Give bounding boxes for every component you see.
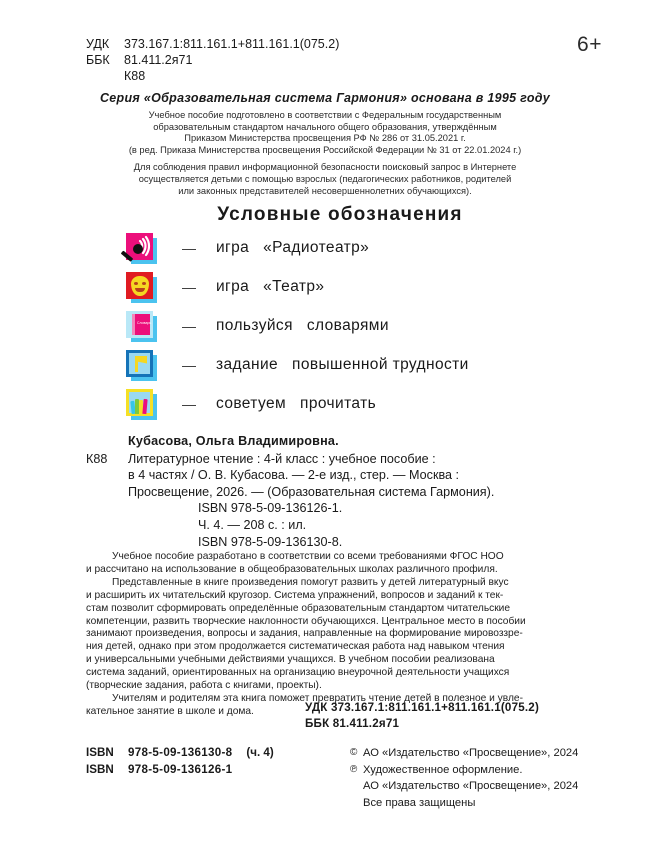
annotation-line: и рассчитано на использование в общеобразовательных школах различного профиля. <box>86 563 498 575</box>
standards-notice <box>0 110 650 197</box>
author-sign-top: К88 <box>124 69 146 83</box>
classification-codes <box>86 36 339 84</box>
biblio-line-3: Просвещение, 2026. — (Образовательная система Гармония). <box>128 484 495 499</box>
annotation-line: и универсальными учебными действиями учащихся. В учебном пособии реализована <box>86 654 495 666</box>
radio-theatre-icon <box>126 233 182 263</box>
isbn-whole-value: 978-5-09-136126-1 <box>128 762 233 776</box>
annotation-line: ния детей, однако при этом продолжается систематическая работа над навыком чтения <box>86 641 505 653</box>
theatre-mask-icon <box>126 272 182 302</box>
bbk-repeat: ББК 81.411.2я71 <box>305 717 400 730</box>
annotation-text <box>86 551 576 719</box>
age-rating-marker: 6+ <box>577 33 602 56</box>
isbn-part-suffix: (ч. 4) <box>246 746 274 759</box>
notice-line-4: (в ред. Приказа Министерства просвещения Российской Федерации № 31 от 22.01.2024 г.) <box>128 144 522 155</box>
phonogram-copyright-icon: ℗ <box>350 763 358 775</box>
notice-line-7: или законных представителей несовершеннолетних обучающихся). <box>178 185 472 196</box>
copyright-block <box>350 745 610 811</box>
biblio-main <box>86 451 576 551</box>
annotation-line: Учебное пособие разработано в соответствии со всеми требованиями ФГОС НОО <box>112 551 504 562</box>
isbn-label: ISBN <box>86 762 114 776</box>
legend-label-recommended-reading: советуем прочитать <box>216 394 377 412</box>
legend-title: Условные обозначения <box>217 204 463 225</box>
biblio-body <box>128 451 576 551</box>
notice-line-6: осуществляется детьми с помощью взрослых (педагогических работников, родителей <box>138 173 512 184</box>
legend-dash: — <box>182 395 196 412</box>
annotation-line: (творческие задания, работа с книгами, проекты). <box>86 680 322 692</box>
copyright-row-publisher <box>350 745 610 762</box>
notice-line-5: Для соблюдения правил информационной безопасности поисковый запрос в Интернете <box>133 162 517 173</box>
legend-item-dictionary <box>126 306 469 345</box>
biblio-part-info: Ч. 4. — 208 с. : ил. <box>198 517 307 532</box>
bbk-row <box>86 52 339 68</box>
classification-codes-repeat <box>305 700 539 732</box>
udk-repeat: УДК 373.167.1:811.161.1+811.161.1(075.2) <box>305 701 540 714</box>
udk-label: УДК <box>86 37 110 51</box>
dictionary-book-word: Словарь <box>137 320 152 325</box>
isbn-row-whole <box>86 762 274 779</box>
biblio-isbn-part: ISBN 978-5-09-136130-8. <box>198 534 343 549</box>
legend-dash: — <box>182 278 196 295</box>
annotation-line: система заданий, ориентированных на организацию внеурочной деятельности учащихся <box>86 667 510 679</box>
copyright-icon: © <box>350 747 358 758</box>
isbn-part-value: 978-5-09-136130-8 <box>128 746 233 759</box>
notice-line-3: Приказом Министерства просвещения РФ № 286 от 31.05.2021 г. <box>184 133 466 144</box>
annotation-line: компетенции, развить творческие наклонности обучающихся. Центральное место в пособии <box>86 615 526 627</box>
legend-item-theatre <box>126 267 469 306</box>
copyright-row-rights <box>350 795 610 812</box>
copyright-row-design-publisher <box>350 778 610 795</box>
notice-line-1: Учебное пособие подготовлено в соответствии с Федеральным государственным <box>148 110 502 120</box>
biblio-line-2: в 4 частях / О. В. Кубасова. — 2-е изд., стер. — Москва : <box>128 468 460 483</box>
notice-line-2: образовательным стандартом начального общего образования, утверждённым <box>153 121 497 132</box>
biblio-isbn-whole: ISBN 978-5-09-136126-1. <box>198 501 343 516</box>
copyright-design-publisher: АО «Издательство «Просвещение», 2024 <box>363 780 579 792</box>
legend-label-theatre: игра «Театр» <box>216 277 325 295</box>
annotation-line: Представленные в книге произведения помогут развить у детей литературный вкус <box>112 576 509 588</box>
legend-label-dictionary: пользуйся словарями <box>216 316 389 334</box>
bbk-label: ББК <box>86 53 110 67</box>
copyright-row-design <box>350 762 610 779</box>
books-icon <box>126 389 182 419</box>
copyright-publisher: АО «Издательство «Просвещение», 2024 <box>363 747 579 759</box>
isbn-block <box>86 745 274 778</box>
legend-dash: — <box>182 239 196 256</box>
legend-item-recommended-reading <box>126 384 469 423</box>
copyright-design: Художественное оформление. <box>363 763 523 776</box>
annotation-line: и расширить их читательский кругозор. Система упражнений, вопросов и заданий к тек- <box>86 589 504 601</box>
legend-dash: — <box>182 317 196 334</box>
annotation-line: занимают произведения, вопросы и задания, направленные на формирование мировоззре- <box>86 628 523 640</box>
bibliographic-record <box>86 433 576 550</box>
annotation-line: Учителям и родителям эта книга поможет превратить чтение детей в полезное и увле- <box>112 692 523 704</box>
page-footer <box>0 745 650 815</box>
annotation-line: стам позволит сформировать определённые образовательным стандартом читательские <box>86 602 511 614</box>
legend-item-radio-theatre <box>126 228 469 267</box>
udk-value: 373.167.1:811.161.1+811.161.1(075.2) <box>124 37 340 51</box>
legend-item-advanced-task <box>126 345 469 384</box>
legend-label-advanced-task: задание повышенной трудности <box>216 355 469 373</box>
biblio-line-1: Литературное чтение : 4-й класс : учебное пособие : <box>128 451 436 466</box>
dictionary-icon <box>126 311 182 341</box>
flag-icon <box>126 350 182 380</box>
udk-row <box>86 36 339 52</box>
biblio-author: Кубасова, Ольга Владимировна. <box>128 434 339 448</box>
isbn-label: ISBN <box>86 746 114 759</box>
legend-dash: — <box>182 356 196 373</box>
annotation-line: кательное занятие в школе и дома. <box>86 705 254 717</box>
legend-label-radio-theatre: игра «Радиотеатр» <box>216 238 370 256</box>
legend-list <box>126 228 469 423</box>
copyright-rights-reserved: Все права защищены <box>363 796 476 809</box>
biblio-author-sign: К88 <box>86 451 108 466</box>
bbk-value: 81.411.2я71 <box>124 53 193 67</box>
isbn-row-part <box>86 745 274 762</box>
series-note: Серия «Образовательная система Гармония» основана в 1995 году <box>99 91 551 105</box>
